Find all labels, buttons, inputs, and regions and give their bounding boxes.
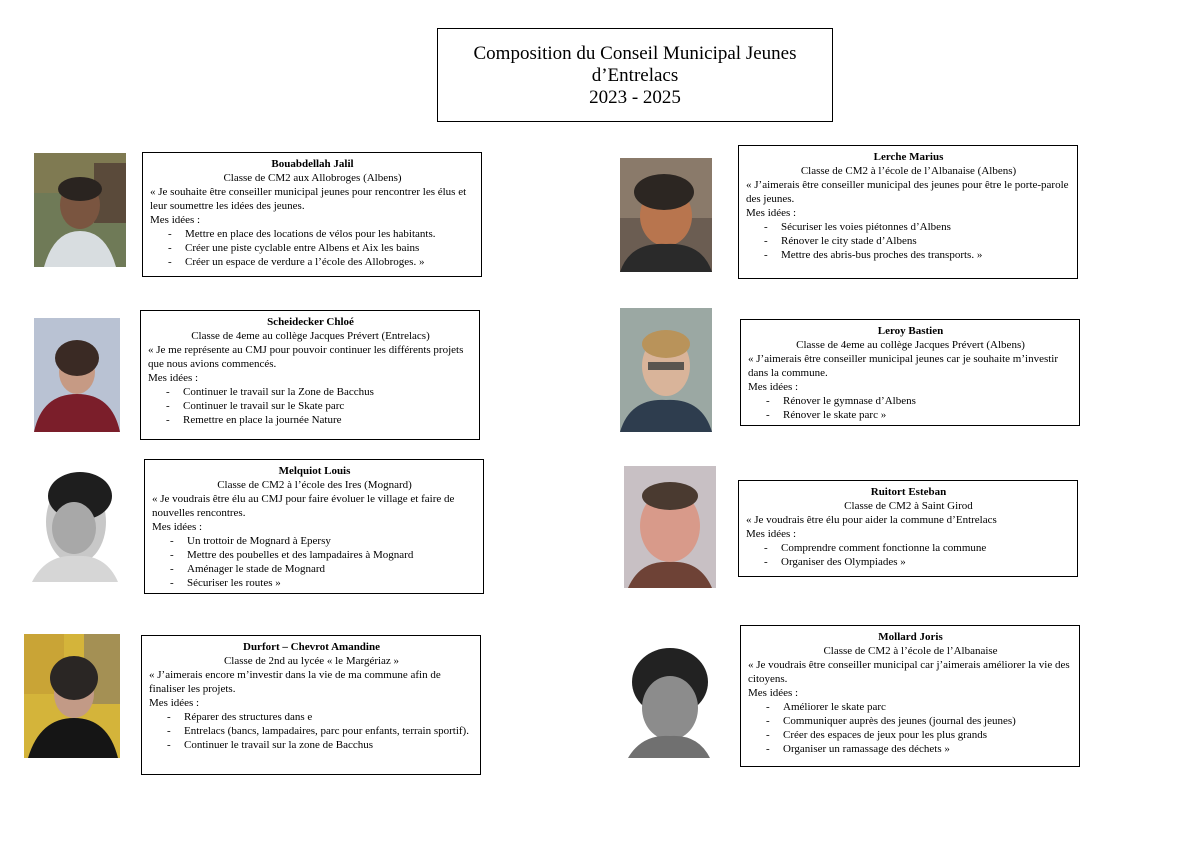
member-quote: « Je voudrais être élu au CMJ pour faire évoluer le village et faire de nouvelles rencontres. (152, 493, 455, 519)
ideas-label: Mes idées : (748, 381, 799, 393)
ideas-list (148, 385, 473, 427)
member-name: Leroy Bastien (877, 325, 944, 337)
member-card-lerche (738, 145, 1078, 279)
idea-item: - Créer un espace de verdure a l’école des Allobroges. » (168, 255, 475, 269)
idea-item: - Mettre en place des locations de vélos pour les habitants. (168, 227, 475, 241)
portrait-photo-lerche (620, 158, 712, 272)
ideas-list (748, 394, 1073, 422)
member-name: Bouabdellah Jalil (271, 158, 354, 170)
member-class: Classe de CM2 à Saint Girod (844, 500, 973, 512)
member-name: Ruitort Esteban (870, 486, 947, 498)
idea-item: - Améliorer le skate parc (766, 700, 1073, 714)
member-class: Classe de 2nd au lycée « le Margériaz » (223, 655, 400, 667)
ideas-list (746, 220, 1071, 262)
member-name: Lerche Marius (873, 151, 944, 163)
ideas-label: Mes idées : (746, 528, 797, 540)
member-quote: « J’aimerais être conseiller municipal jeunes car je souhaite m’investir dans la commune. (748, 353, 1059, 379)
member-card-melquiot (144, 459, 484, 594)
idea-item: - Aménager le stade de Mognard (170, 562, 477, 576)
member-card-leroy (740, 319, 1080, 426)
portrait-photo-bouabdellah (34, 153, 126, 267)
member-class: Classe de CM2 à l’école des Ires (Mognard) (217, 479, 412, 491)
portrait-photo-scheidecker (34, 318, 120, 432)
member-card-mollard (740, 625, 1080, 767)
idea-item: - Entrelacs (bancs, lampadaires, parc pour enfants, terrain sportif). (167, 724, 474, 738)
ideas-label: Mes idées : (152, 521, 203, 533)
ideas-label: Mes idées : (748, 687, 799, 699)
ideas-list (150, 227, 475, 269)
member-quote: « J’aimerais encore m’investir dans la vie de ma commune afin de finaliser les projets. (149, 669, 441, 695)
member-name: Scheidecker Chloé (267, 316, 354, 328)
idea-item: - Organiser des Olympiades » (764, 555, 1071, 569)
idea-item: - Communiquer auprès des jeunes (journal des jeunes) (766, 714, 1073, 728)
member-name: Melquiot Louis (278, 465, 351, 477)
member-card-bouabdellah (142, 152, 482, 277)
idea-item: - Remettre en place la journée Nature (166, 413, 473, 427)
member-quote: « Je me représente au CMJ pour pouvoir continuer les différents projets que nous avions commencés. (148, 344, 464, 370)
member-class: Classe de CM2 aux Allobroges (Albens) (223, 172, 402, 184)
idea-item: - Mettre des poubelles et des lampadaires à Mognard (170, 548, 477, 562)
portrait-photo-durfort (24, 634, 120, 758)
idea-item: - Comprendre comment fonctionne la commune (764, 541, 1071, 555)
page-title-line2: d’Entrelacs (591, 65, 679, 86)
idea-item: - Sécuriser les voies piétonnes d’Albens (764, 220, 1071, 234)
member-quote: « J’aimerais être conseiller municipal des jeunes pour être le porte-parole des jeunes. (746, 179, 1069, 205)
portrait-photo-melquiot (26, 462, 122, 582)
idea-item: - Rénover le skate parc » (766, 408, 1073, 422)
member-class: Classe de 4eme au collège Jacques Prévert (Entrelacs) (191, 330, 430, 342)
idea-item: - Mettre des abris-bus proches des transports. » (764, 248, 1071, 262)
member-quote: « Je voudrais être conseiller municipal car j’aimerais améliorer la vie des citoyens. (748, 659, 1070, 685)
idea-item: - Un trottoir de Mognard à Epersy (170, 534, 477, 548)
member-quote: « Je souhaite être conseiller municipal jeunes pour rencontrer les élus et leur soumettre les idées des jeunes. (150, 186, 467, 212)
ideas-label: Mes idées : (149, 697, 200, 709)
idea-item: - Sécuriser les routes » (170, 576, 477, 590)
member-name: Mollard Joris (878, 631, 943, 643)
idea-item: - Rénover le gymnase d’Albens (766, 394, 1073, 408)
member-card-durfort (141, 635, 481, 775)
ideas-label: Mes idées : (150, 214, 201, 226)
member-card-scheidecker (140, 310, 480, 440)
portrait-photo-mollard (618, 634, 718, 758)
member-class: Classe de 4eme au collège Jacques Prévert (Albens) (796, 339, 1025, 351)
ideas-list (748, 700, 1073, 756)
idea-item: - Organiser un ramassage des déchets » (766, 742, 1073, 756)
page-title-box (437, 28, 833, 122)
member-name: Durfort – Chevrot Amandine (243, 641, 380, 653)
idea-item: - Créer des espaces de jeux pour les plus grands (766, 728, 1073, 742)
idea-item: - Continuer le travail sur la Zone de Bacchus (166, 385, 473, 399)
ideas-label: Mes idées : (148, 372, 199, 384)
idea-item: - Continuer le travail sur la zone de Bacchus (167, 738, 474, 752)
idea-item: - Réparer des structures dans e (167, 710, 474, 724)
page-title-line1: Composition du Conseil Municipal Jeunes (473, 43, 797, 64)
ideas-label: Mes idées : (746, 207, 797, 219)
idea-item: - Rénover le city stade d’Albens (764, 234, 1071, 248)
member-card-ruitort (738, 480, 1078, 577)
ideas-list (152, 534, 477, 590)
member-class: Classe de CM2 à l’école de l’Albanaise (Albens) (800, 165, 1017, 177)
ideas-list (746, 541, 1071, 569)
member-class: Classe de CM2 à l’école de l’Albanaise (823, 645, 998, 657)
idea-item: - Créer une piste cyclable entre Albens et Aix les bains (168, 241, 475, 255)
portrait-photo-leroy (620, 308, 712, 432)
member-quote: « Je voudrais être élu pour aider la commune d’Entrelacs (746, 514, 997, 526)
portrait-photo-ruitort (624, 466, 716, 588)
idea-item: - Continuer le travail sur le Skate parc (166, 399, 473, 413)
page-title-line3: 2023 - 2025 (589, 87, 681, 108)
ideas-list (149, 710, 474, 752)
